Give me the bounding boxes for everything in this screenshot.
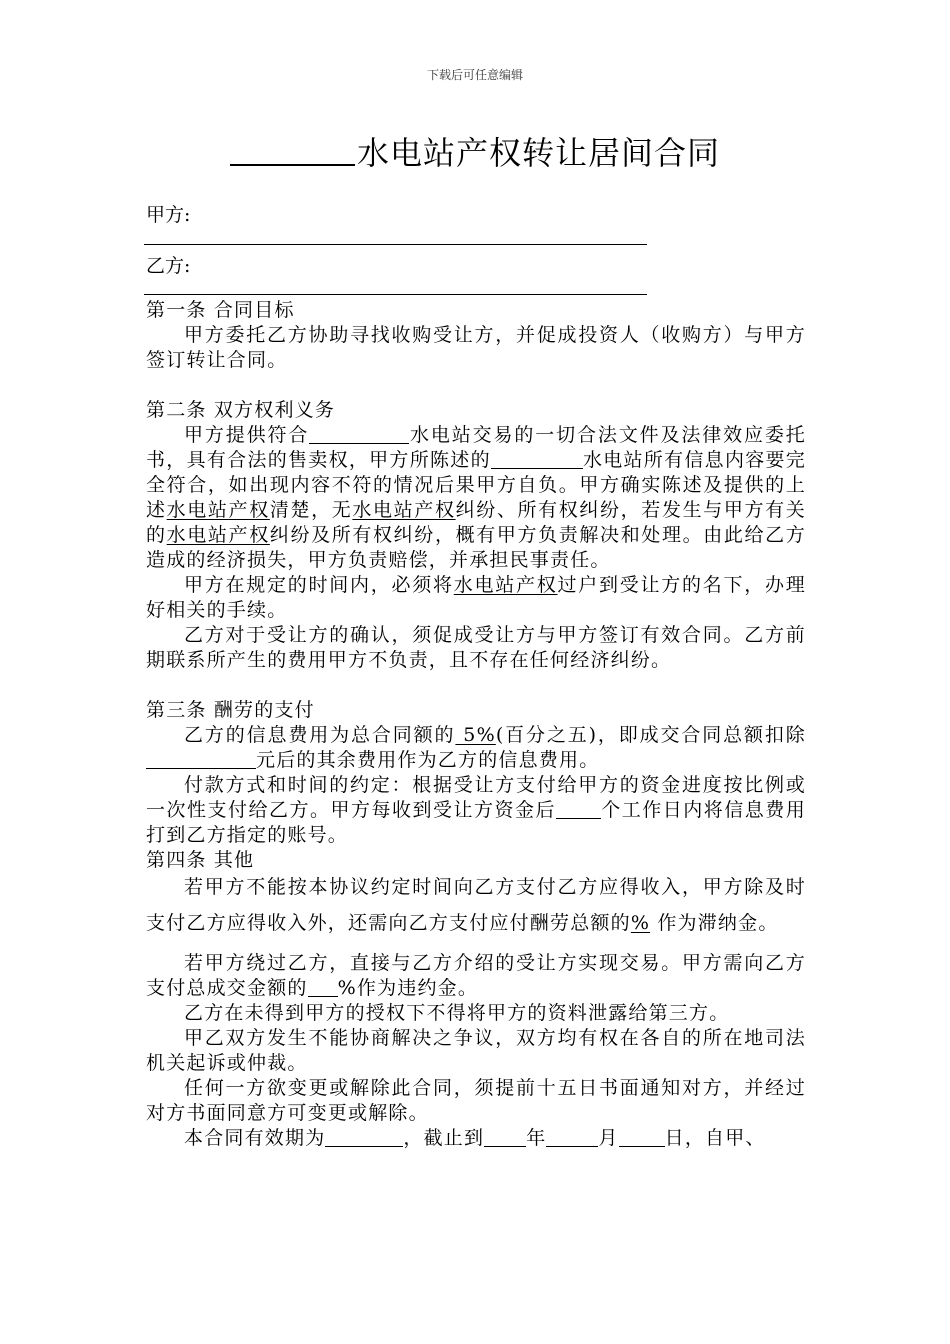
page-header-note: 下载后可任意编辑 xyxy=(426,68,523,82)
article4-heading: 第四条 其他 xyxy=(146,849,255,871)
article3-paragraph-2: 付款方式和时间的约定：根据受让方支付给甲方的资金进度按比例或一次性支付给乙方。甲方每收到受让方资金后 个工作日内将信息费用打到乙方指定的账号。 xyxy=(146,774,806,846)
article3-paragraph-1: 乙方的信息费用为总合同额的 5%(百分之五)，即成交合同总额扣除元后的其余费用作为乙方的信息费用。 xyxy=(146,723,806,773)
article4-paragraph-6: 本合同有效期为 ，截止到 年 月 日，自甲、 xyxy=(184,1127,766,1149)
article4-paragraph-4: 甲乙双方发生不能协商解决之争议，双方均有权在各自的所在地司法机关起诉或仲裁。 xyxy=(146,1027,806,1074)
title-text: 水电站产权转让居间合同 xyxy=(356,134,720,172)
station-name-blank-2 xyxy=(491,449,583,469)
article2-paragraph-1: 甲方提供符合 水电站交易的一切合法文件及法律效应委托书，具有合法的售卖权，甲方所陈述的 水电站所有信息内容要完全符合，如出现内容不符的情况后果甲方自负。甲方确实陈述及提供的上述水电站产权清楚，无水电站产权纠纷、所有权纠纷，若发生与甲方有关的水电站产权纠纷及所有权纠纷，概有甲方负责解决和处理。由此给乙方造成的经济损失，甲方负责赔偿，并承担民事责任。 xyxy=(146,424,806,571)
article3-heading: 第三条 酬劳的支付 xyxy=(146,699,315,721)
validity-period-blank xyxy=(325,1127,403,1147)
party-b-line xyxy=(144,294,647,295)
contract-body xyxy=(146,298,806,1151)
station-name-blank-1 xyxy=(309,424,409,444)
article4-paragraph-2: 若甲方绕过乙方，直接与乙方介绍的受让方实现交易。甲方需向乙方支付总成交金额的 %作为违约金。 xyxy=(146,952,806,999)
title-blank xyxy=(230,134,355,166)
article4-paragraph-5: 任何一方欲变更或解除此合同，须提前十五日书面通知对方，并经过对方书面同意方可变更或解除。 xyxy=(146,1077,806,1124)
workdays-blank xyxy=(556,799,601,819)
article4-paragraph-1: 若甲方不能按本协议约定时间向乙方支付乙方应得收入，甲方除及时支付乙方应得收入外，还需向乙方支付应付酬劳总额的% 作为滞纳金。 xyxy=(146,876,806,934)
article2-paragraph-2: 甲方在规定的时间内，必须将水电站产权过户到受让方的名下，办理好相关的手续。 xyxy=(146,574,806,621)
article2-heading: 第二条 双方权利义务 xyxy=(146,399,336,421)
deduction-amount-blank xyxy=(146,749,256,769)
article1-heading: 第一条 合同目标 xyxy=(146,299,295,321)
party-a-label: 甲方: xyxy=(146,204,191,226)
article2-paragraph-3: 乙方对于受让方的确认，须促成受让方与甲方签订有效合同。乙方前期联系所产生的费用甲方不负责，且不存在任何经济纠纷。 xyxy=(146,624,806,671)
day-blank xyxy=(619,1127,665,1147)
party-b-label: 乙方: xyxy=(146,255,191,277)
penalty-percent-blank xyxy=(308,977,338,997)
month-blank xyxy=(546,1127,598,1147)
party-a-line xyxy=(144,244,647,245)
article4-paragraph-3: 乙方在未得到甲方的授权下不得将甲方的资料泄露给第三方。 xyxy=(184,1002,730,1024)
contract-title xyxy=(0,128,950,174)
year-blank xyxy=(484,1127,526,1147)
article1-paragraph: 甲方委托乙方协助寻找收购受让方，并促成投资人（收购方）与甲方签订转让合同。 xyxy=(146,324,806,371)
